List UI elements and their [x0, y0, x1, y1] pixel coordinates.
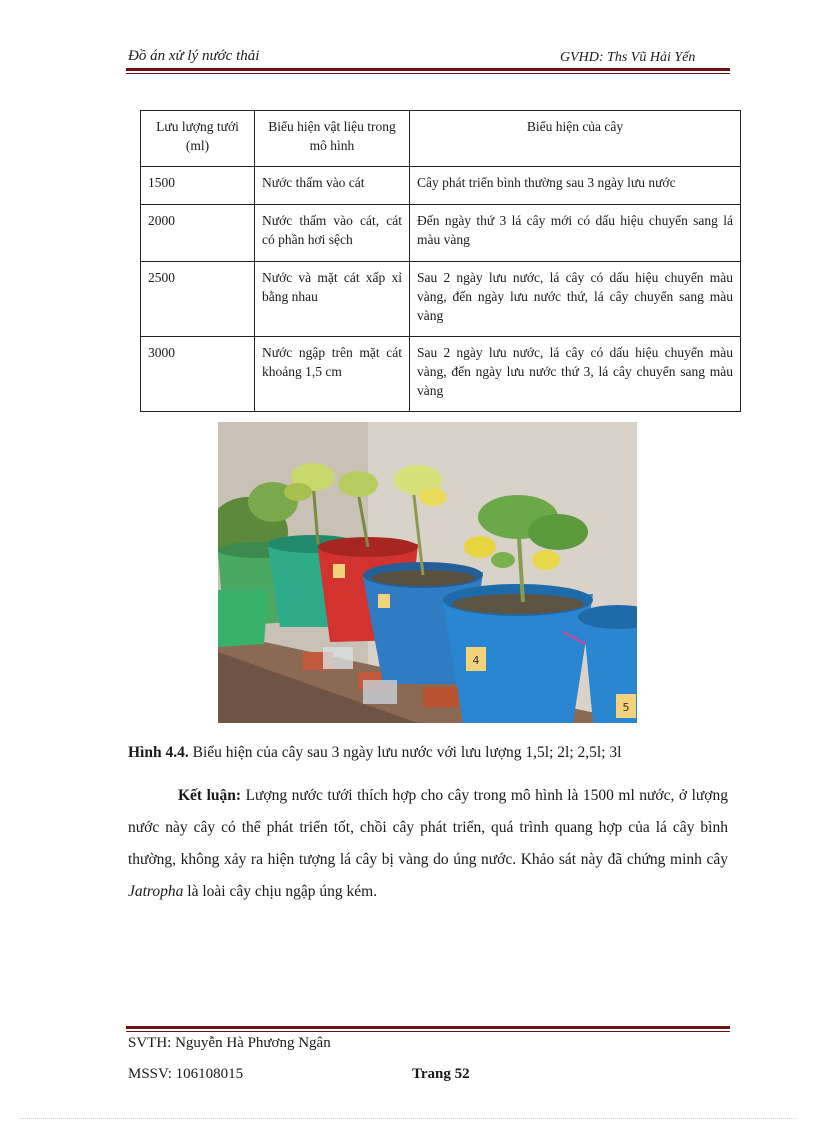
cell-flow: 2500 [141, 262, 255, 337]
results-table [140, 110, 741, 412]
column-header-material: Biểu hiện vật liệu trong mô hình [255, 111, 410, 167]
cell-plant: Sau 2 ngày lưu nước, lá cây có dấu hiệu chuyển màu vàng, đến ngày lưu nước thứ, lá cây chuyển sang màu vàng [410, 262, 741, 337]
figure-caption [128, 744, 621, 762]
table-row [141, 337, 741, 412]
conclusion-paragraph [128, 780, 728, 908]
column-header-flow: Lưu lượng tưới (ml) [141, 111, 255, 167]
header-rule [126, 68, 730, 71]
conclusion-text-after: là loài cây chịu ngập úng kém. [183, 883, 378, 900]
table-header-row [141, 111, 741, 167]
pot-label-5: 5 [622, 701, 630, 714]
header-doc-title: Đồ án xử lý nước thải [128, 48, 260, 64]
table-row [141, 205, 741, 262]
footer-page-number: Trang 52 [412, 1066, 470, 1082]
cell-flow: 1500 [141, 167, 255, 205]
pot-label-4: 4 [472, 654, 480, 667]
cell-plant: Đến ngày thứ 3 lá cây mới có dấu hiệu chuyển sang lá màu vàng [410, 205, 741, 262]
cell-material: Nước và mặt cát xấp xỉ bằng nhau [255, 262, 410, 337]
cell-plant: Cây phát triển bình thường sau 3 ngày lưu nước [410, 167, 741, 205]
footer-student-id: MSSV: 106108015 [128, 1066, 244, 1082]
conclusion-label: Kết luận: [178, 787, 242, 804]
footer-author: SVTH: Nguyễn Hà Phương Ngân [128, 1035, 331, 1051]
figure-caption-text: Biểu hiện của cây sau 3 ngày lưu nước với lưu lượng 1,5l; 2l; 2,5l; 3l [188, 744, 622, 761]
column-header-plant: Biểu hiện của cây [410, 111, 741, 167]
cell-material: Nước ngập trên mặt cát khoảng 1,5 cm [255, 337, 410, 412]
cell-material: Nước thấm vào cát, cát có phần hơi sệch [255, 205, 410, 262]
table-row [141, 262, 741, 337]
conclusion-species: Jatropha [128, 883, 184, 900]
figure-caption-label: Hình 4.4. [128, 744, 189, 761]
header-rule-thin [126, 73, 730, 74]
cell-plant: Sau 2 ngày lưu nước, lá cây có dấu hiệu chuyển màu vàng, đến ngày lưu nước thứ 3, lá cây chuyển sang màu vàng [410, 337, 741, 412]
footer-rule [126, 1026, 730, 1029]
conclusion-text-before: Lượng nước tưới thích hợp cho cây trong mô hình là 1500 ml nước, ở lượng nước này cây có thể phát triển tốt, chồi cây phát triển, quá trình quang hợp của lá cây bình thường, không xảy ra hiện tượng lá cây bị vàng do úng nước. Khảo sát này đã chứng minh cây [128, 787, 728, 868]
cell-material: Nước thấm vào cát [255, 167, 410, 205]
page-bottom-border [20, 1118, 796, 1119]
cell-flow: 3000 [141, 337, 255, 412]
header-supervisor: GVHD: Ths Vũ Hải Yến [560, 50, 696, 65]
footer-rule-thin [126, 1031, 730, 1032]
table-row [141, 167, 741, 205]
plant-photo [218, 422, 637, 723]
cell-flow: 2000 [141, 205, 255, 262]
